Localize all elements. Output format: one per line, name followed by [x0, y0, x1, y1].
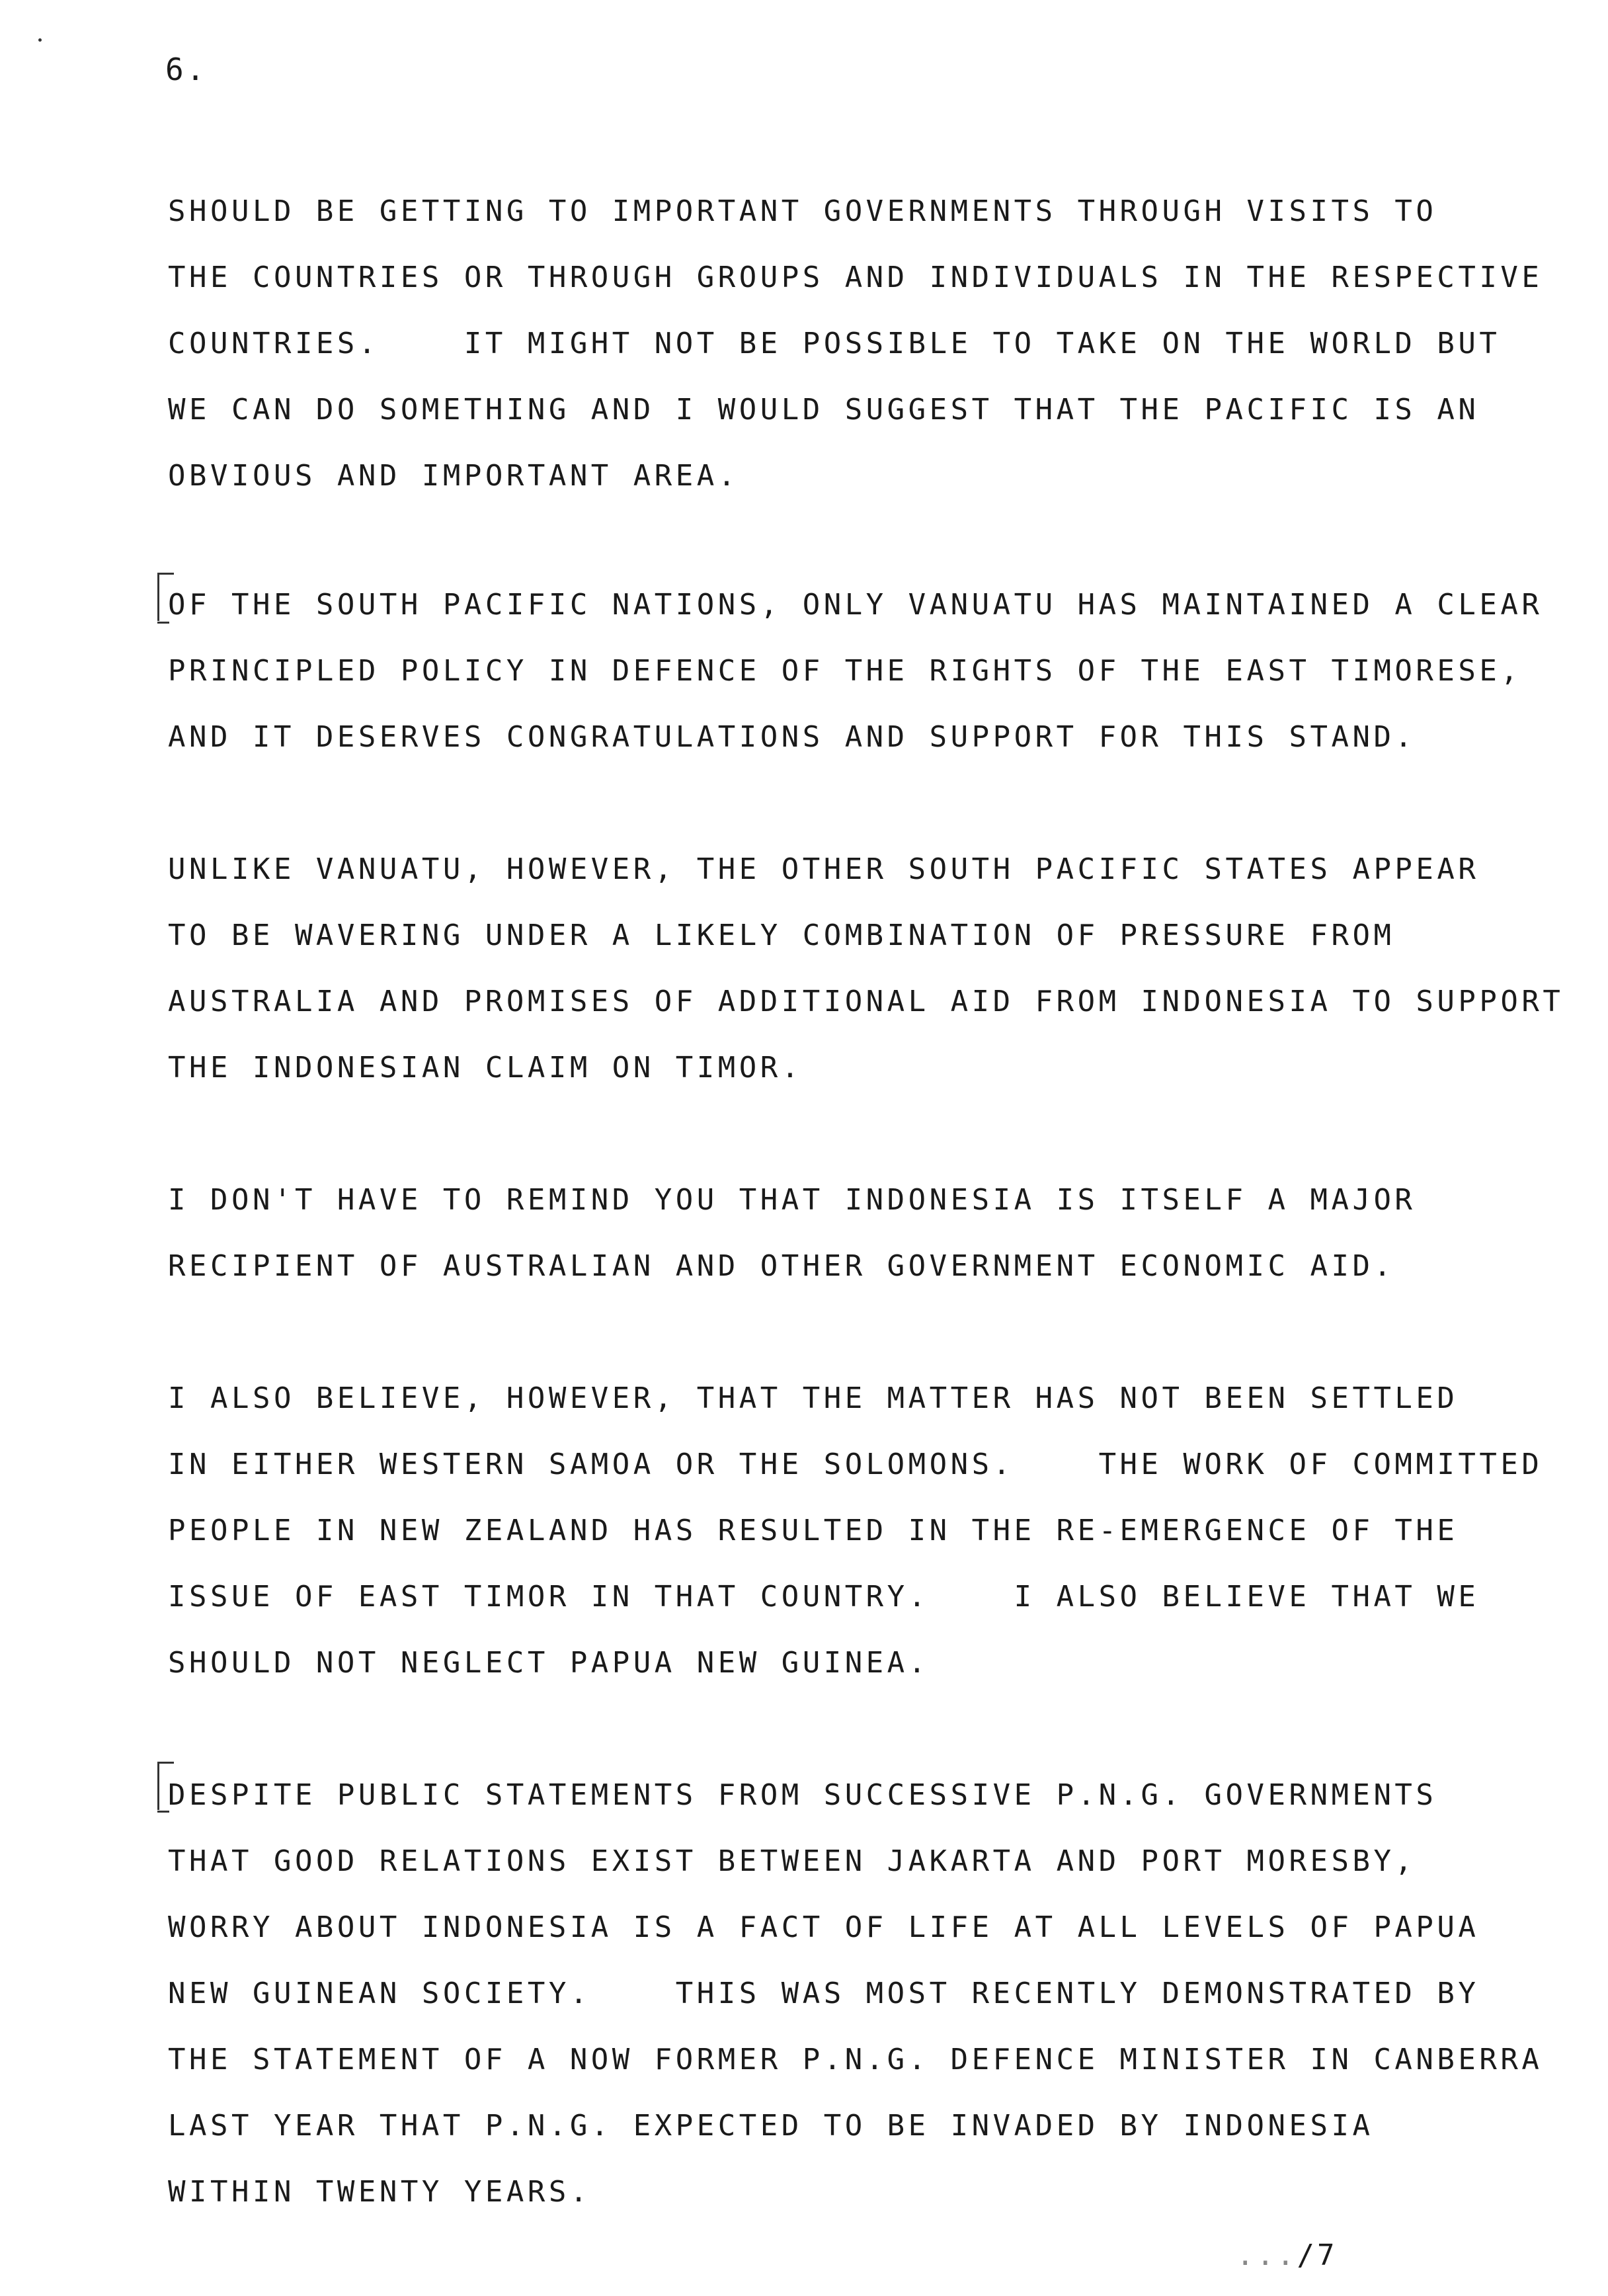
text-line: IN EITHER WESTERN SAMOA OR THE SOLOMONS. THE WORK OF COMMITTED [168, 1448, 1543, 1481]
paragraph-3 [168, 837, 1564, 1101]
text-line: AUSTRALIA AND PROMISES OF ADDITIONAL AID FROM INDONESIA TO SUPPORT [168, 985, 1564, 1018]
paragraph-2 [168, 572, 1543, 770]
text-line: NEW GUINEAN SOCIETY. THIS WAS MOST RECENTLY DEMONSTRATED BY [168, 1977, 1480, 2010]
next-page-number: /7 [1297, 2238, 1338, 2272]
text-line: COUNTRIES. IT MIGHT NOT BE POSSIBLE TO TAKE ON THE WORLD BUT [168, 327, 1501, 360]
paragraph-5 [168, 1366, 1543, 1696]
text-line: PEOPLE IN NEW ZEALAND HAS RESULTED IN THE RE-EMERGENCE OF THE [168, 1514, 1459, 1547]
text-line: I DON'T HAVE TO REMIND YOU THAT INDONESIA IS ITSELF A MAJOR [168, 1183, 1416, 1217]
text-line: WITHIN TWENTY YEARS. [168, 2175, 591, 2209]
text-line: RECIPIENT OF AUSTRALIAN AND OTHER GOVERNMENT ECONOMIC AID. [168, 1249, 1395, 1283]
text-line: WE CAN DO SOMETHING AND I WOULD SUGGEST THAT THE PACIFIC IS AN [168, 393, 1480, 427]
text-line: THE COUNTRIES OR THROUGH GROUPS AND INDIVIDUALS IN THE RESPECTIVE [168, 261, 1543, 294]
text-line: THE INDONESIAN CLAIM ON TIMOR. [168, 1051, 803, 1085]
paragraph-1 [168, 179, 1543, 509]
text-line: ISSUE OF EAST TIMOR IN THAT COUNTRY. I ALSO BELIEVE THAT WE [168, 1580, 1480, 1614]
text-line: OF THE SOUTH PACIFIC NATIONS, ONLY VANUATU HAS MAINTAINED A CLEAR [168, 588, 1543, 622]
stray-mark [38, 38, 42, 42]
text-line: UNLIKE VANUATU, HOWEVER, THE OTHER SOUTH PACIFIC STATES APPEAR [168, 852, 1480, 886]
text-line: PRINCIPLED POLICY IN DEFENCE OF THE RIGHTS OF THE EAST TIMORESE, [168, 654, 1522, 688]
continuation-marker [1236, 2238, 1337, 2272]
paragraph-4 [168, 1167, 1530, 1299]
paragraph-6 [168, 1762, 1543, 2225]
text-line: WORRY ABOUT INDONESIA IS A FACT OF LIFE AT ALL LEVELS OF PAPUA [168, 1910, 1480, 1944]
text-line: OBVIOUS AND IMPORTANT AREA. [168, 459, 739, 493]
text-line: I ALSO BELIEVE, HOWEVER, THAT THE MATTER HAS NOT BEEN SETTLED [168, 1381, 1459, 1415]
text-line: LAST YEAR THAT P.N.G. EXPECTED TO BE INVADED BY INDONESIA [168, 2109, 1374, 2143]
text-line: THE STATEMENT OF A NOW FORMER P.N.G. DEFENCE MINISTER IN CANBERRA [168, 2043, 1543, 2076]
text-line: TO BE WAVERING UNDER A LIKELY COMBINATION OF PRESSURE FROM [168, 919, 1395, 952]
text-line: SHOULD BE GETTING TO IMPORTANT GOVERNMENTS THROUGH VISITS TO [168, 194, 1437, 228]
text-line: THAT GOOD RELATIONS EXIST BETWEEN JAKARTA AND PORT MORESBY, [168, 1844, 1416, 1878]
continuation-dots: ... [1236, 2238, 1297, 2272]
text-line: DESPITE PUBLIC STATEMENTS FROM SUCCESSIVE P.N.G. GOVERNMENTS [168, 1778, 1437, 1812]
text-line: SHOULD NOT NEGLECT PAPUA NEW GUINEA. [168, 1646, 930, 1680]
page-number: 6. [165, 52, 208, 87]
text-line: AND IT DESERVES CONGRATULATIONS AND SUPPORT FOR THIS STAND. [168, 720, 1416, 754]
